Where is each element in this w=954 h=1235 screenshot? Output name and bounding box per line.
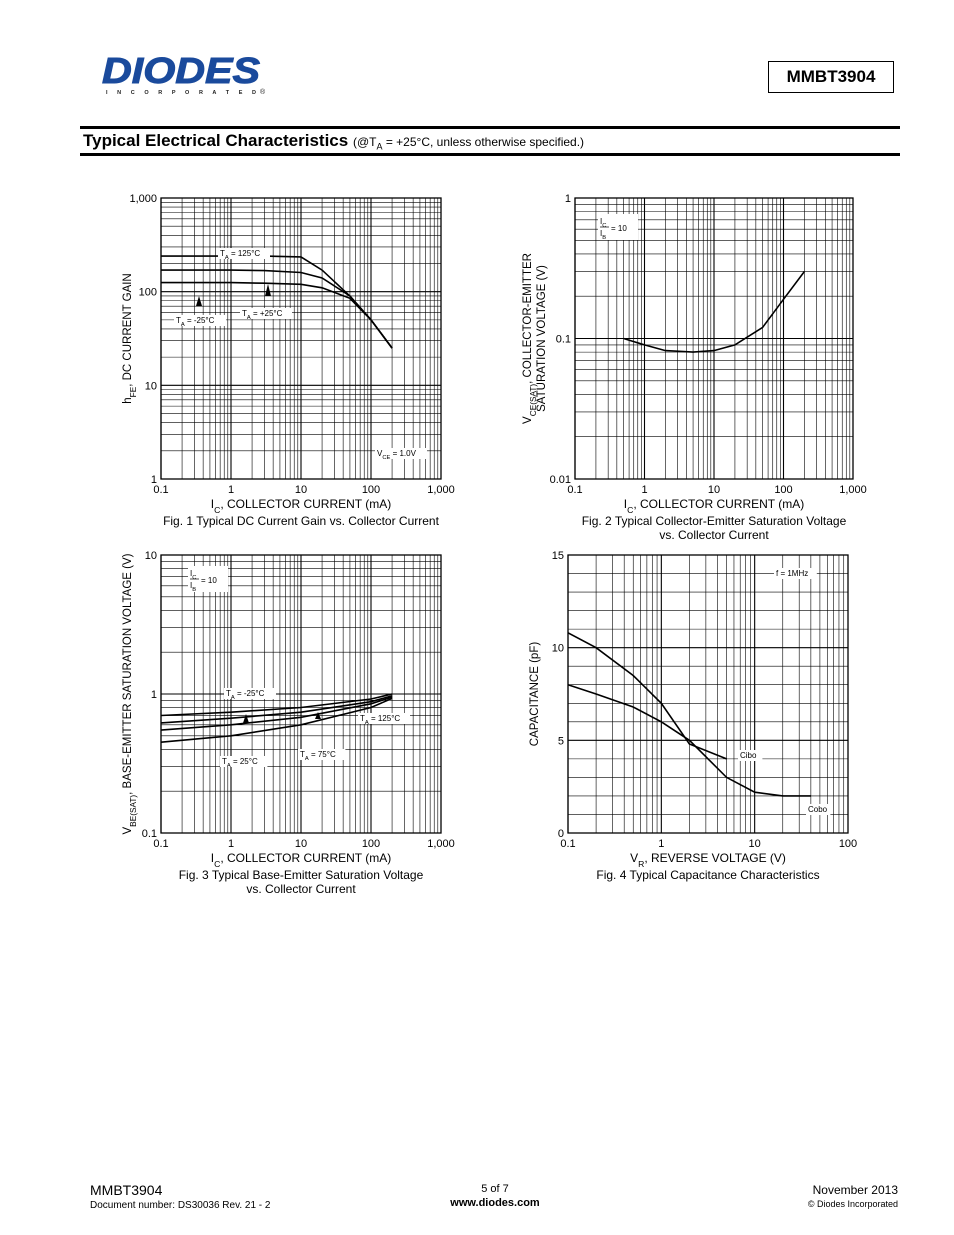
x-tick-label-part: 10: [294, 484, 308, 496]
annotation-text-part: T: [220, 249, 225, 258]
y-tick-label: [556, 334, 571, 346]
annotation-text-part: T: [222, 757, 227, 766]
y-tick-label-part: 100: [138, 286, 157, 299]
fig4-ylabel-part: CAPACITANCE (pF): [529, 641, 541, 747]
fig2-ylabel-line2-part: SATURATION VOLTAGE (V): [536, 265, 548, 412]
x-tick-label: [295, 838, 307, 850]
annotation-text-part: Cobo: [808, 805, 828, 814]
y-tick-label-part: 1: [150, 689, 157, 701]
fig4-xlabel-part: , REVERSE VOLTAGE (V): [644, 851, 786, 865]
fig2-xlabel-part: I: [623, 497, 628, 511]
fig2-chart: [522, 193, 867, 542]
annotation-text-part: = +25°C: [250, 309, 283, 318]
fig1-annotation: [240, 308, 292, 321]
fig4-annotation: [774, 568, 817, 579]
footer-website-link[interactable]: www.diodes.com: [450, 1197, 540, 1209]
fig2-ylabel-line2: [536, 265, 548, 412]
annotation-text-part: = 25°C: [230, 757, 258, 766]
fig3-xlabel-part: C: [214, 859, 221, 869]
annotation-text-part: = -25°C: [184, 316, 215, 325]
y-tick-label-part: 5: [557, 735, 564, 748]
y-tick-label-part: 1,000: [129, 193, 157, 205]
fig1-caption: [163, 514, 440, 528]
x-tick-label: [641, 484, 647, 496]
footer-copyright: © Diodes Incorporated: [807, 1199, 898, 1209]
logo-subtitle: I N C O R P O R A T E D: [106, 90, 256, 96]
y-tick-label: [129, 193, 157, 205]
x-tick-label: [427, 484, 455, 496]
annotation-text-part: = 1.0V: [390, 449, 416, 458]
x-tick-label: [427, 838, 455, 850]
annotation-text-part: T: [242, 309, 247, 318]
fig4-chart: [529, 550, 857, 882]
fig3-annotation: [358, 713, 410, 726]
annotation-value-part: = 10: [611, 224, 627, 233]
fig3-caption-line2-part: vs. Collector Current: [246, 882, 356, 896]
fig4-annotation: [738, 750, 762, 761]
y-tick-label-part: 1: [564, 193, 571, 205]
x-tick-label-part: 100: [838, 838, 858, 850]
fig2-xlabel: [624, 497, 804, 515]
y-tick-label-part: 10: [144, 550, 157, 562]
fig1-xlabel-part: C: [214, 505, 221, 515]
arrow-icon: [265, 284, 271, 296]
y-tick-label-part: 0.1: [141, 828, 157, 840]
x-tick-label: [658, 838, 664, 850]
annotation-denominator-part: B: [602, 235, 607, 241]
fig3-xlabel-part: I: [210, 851, 215, 865]
fig1-caption-part: Fig. 1 Typical DC Current Gain vs. Collector Current: [163, 514, 439, 528]
annotation-text-part: Cibo: [740, 751, 757, 760]
annotation-text-part: V: [377, 449, 383, 458]
x-tick-label: [362, 838, 380, 850]
x-tick-label: [362, 484, 380, 496]
annotation-numerator-part: I: [190, 569, 193, 578]
x-tick-label-part: 100: [361, 838, 381, 850]
annotation-text: [776, 569, 808, 578]
fig1-grid: [161, 198, 441, 479]
x-tick-label-part: 1: [658, 838, 665, 850]
annotation-text-part: A: [180, 322, 185, 328]
x-tick-label-part: 0.1: [153, 484, 169, 496]
x-tick-label-part: 1,000: [839, 484, 867, 496]
fig1-ylabel: [122, 273, 138, 404]
fig1-annotation: [174, 315, 226, 328]
fig1-ylabel-part: FE: [128, 386, 138, 398]
fig4-xlabel: [630, 851, 786, 869]
annotation-text-part: T: [300, 750, 305, 759]
x-tick-label-part: 10: [707, 484, 721, 496]
annotation-text-part: A: [364, 720, 369, 726]
annotation-text-part: T: [226, 689, 231, 698]
fig1-annotation: [375, 448, 427, 461]
fig3-caption-line2: [246, 882, 356, 896]
annotation-denominator-part: B: [192, 587, 197, 593]
x-tick-label-part: 10: [294, 838, 308, 850]
annotation-text-part: A: [246, 315, 251, 321]
fig3-caption-part: Fig. 3 Typical Base-Emitter Saturation Voltage: [178, 868, 424, 882]
fig2-ylabel-part: CE(SAT): [528, 383, 538, 417]
y-tick-label: [552, 643, 564, 655]
section-condition: ($@T_A = +25^\circ C$, unless otherwise specified.): [352, 135, 585, 152]
annotation-denominator-part: I: [600, 229, 603, 238]
y-tick-label: [142, 828, 157, 840]
fig3-ylabel-part: , BASE-EMITTER SATURATION VOLTAGE (V): [122, 553, 134, 795]
fig3-ylabel: [122, 553, 138, 834]
fig2-caption-part: Fig. 2 Typical Collector-Emitter Saturation Voltage: [581, 514, 847, 528]
fig4-caption-part: Fig. 4 Typical Capacitance Characteristics: [596, 868, 820, 882]
x-tick-label: [708, 484, 720, 496]
logo-registered-mark: ®: [260, 89, 266, 96]
footer-part-number: MMBT3904: [90, 1182, 163, 1198]
fig2-annotation: [598, 214, 638, 241]
fig2-grid: [575, 198, 853, 479]
x-tick-label: [749, 838, 761, 850]
annotation-text-part: CE: [382, 455, 391, 461]
annotation-text-part: T: [360, 714, 365, 723]
footer-document-number: Document number: DS30036 Rev. 21 - 2: [90, 1200, 271, 1211]
x-tick-label: [839, 484, 867, 496]
annotation-text: [808, 805, 828, 814]
fig1-ylabel-part: h: [122, 397, 134, 404]
y-tick-label: [151, 689, 157, 701]
y-tick-label-part: 0: [557, 828, 564, 840]
y-tick-label: [139, 287, 157, 299]
y-tick-label: [565, 193, 571, 205]
fig3-grid: [161, 555, 441, 833]
fig3-ylabel-part: V: [122, 826, 134, 835]
fig3-xlabel-part: , COLLECTOR CURRENT (mA): [220, 851, 392, 865]
fig2-caption-line2-part: vs. Collector Current: [659, 528, 769, 542]
part-number-box: MMBT3904: [768, 61, 894, 93]
x-tick-label-part: 0.1: [153, 838, 169, 850]
y-tick-label-part: 0.01: [549, 474, 571, 486]
x-tick-label-part: 1: [227, 838, 235, 850]
fig2-caption-line2: [659, 528, 769, 542]
y-tick-label: [145, 380, 157, 392]
x-tick-label-part: 1,000: [427, 838, 455, 850]
x-tick-label: [839, 838, 857, 850]
y-tick-label-part: 10: [551, 642, 564, 655]
fig4-xlabel-part: V: [630, 851, 639, 865]
x-tick-label-part: 100: [361, 484, 381, 496]
fig3-series-line-1: [161, 694, 392, 716]
annotation-value: [611, 224, 627, 233]
annotation-numerator-part: I: [600, 217, 603, 226]
y-tick-label: [558, 828, 564, 840]
annotation-text-part: A: [226, 763, 231, 769]
fig2-caption: [582, 514, 847, 528]
y-tick-label: [552, 550, 564, 562]
x-tick-label-part: 1: [227, 484, 235, 496]
annotation-value-part: = 10: [201, 576, 217, 585]
fig2-ylabel-part: , COLLECTOR-EMITTER: [522, 253, 534, 384]
x-tick-label-part: 1,000: [427, 484, 455, 496]
annotation-text-part: = 125°C: [228, 249, 261, 258]
annotation-text-part: f = 1MHz: [776, 569, 809, 578]
x-tick-label-part: 100: [774, 484, 793, 496]
y-tick-label: [145, 550, 157, 562]
annotation-text: [740, 751, 757, 760]
x-tick-label-part: 0.1: [560, 838, 576, 850]
fig1-xlabel-part: , COLLECTOR CURRENT (mA): [220, 497, 392, 511]
fig1-chart: [122, 193, 455, 528]
annotation-text-part: A: [304, 756, 309, 762]
annotation-text-part: = 75°C: [308, 750, 336, 759]
x-tick-label: [295, 484, 307, 496]
y-tick-label: [558, 735, 564, 747]
fig1-xlabel: [211, 497, 391, 515]
annotation-denominator-part: I: [190, 581, 193, 590]
fig3-xlabel: [211, 851, 391, 869]
x-tick-label-part: 10: [748, 838, 761, 850]
fig4-grid: [568, 555, 848, 833]
fig3-caption: [179, 868, 424, 882]
fig3-annotation: [188, 566, 228, 593]
x-tick-label: [228, 838, 234, 850]
section-title-text: Typical Electrical Characteristics: [83, 131, 349, 150]
annotation-numerator-part: C: [602, 223, 607, 229]
annotation-numerator-part: C: [192, 575, 197, 581]
y-tick-label-part: 15: [551, 550, 564, 562]
logo-text: DIODES: [102, 50, 260, 91]
footer-date: November 2013: [812, 1183, 898, 1197]
x-tick-label-part: 1: [641, 484, 648, 496]
annotation-text-part: = -25°C: [234, 689, 265, 698]
fig3-annotation: [224, 688, 276, 701]
fig4-caption: [596, 868, 819, 882]
fig3-annotation: [298, 749, 345, 762]
y-tick-label-part: 0.1: [555, 333, 571, 346]
fig2-xlabel-part: C: [627, 505, 634, 515]
fig2-xlabel-part: , COLLECTOR CURRENT (mA): [633, 497, 805, 511]
fig3-ylabel-part: BE(SAT): [128, 794, 138, 827]
annotation-text-part: = 125°C: [368, 714, 401, 723]
fig4-annotation: [806, 804, 830, 815]
fig4-xlabel-part: R: [638, 859, 645, 869]
fig1-xlabel-part: I: [210, 497, 215, 511]
footer-page-number: 5 of 7: [481, 1183, 509, 1195]
fig1-ylabel-part: , DC CURRENT GAIN: [122, 273, 134, 387]
fig4-ylabel: [529, 642, 541, 747]
annotation-text-part: A: [224, 255, 229, 261]
annotation-text-part: T: [176, 316, 181, 325]
x-tick-label: [228, 484, 234, 496]
x-tick-label-part: 0.1: [567, 484, 583, 496]
y-tick-label: [151, 474, 157, 486]
fig3-annotation: [220, 756, 267, 769]
x-tick-label: [774, 484, 792, 496]
annotation-text-part: A: [230, 695, 235, 701]
fig4-frame: [568, 555, 848, 833]
y-tick-label-part: 1: [150, 474, 157, 486]
fig3-chart: [122, 550, 455, 896]
fig2-ylabel-part: V: [522, 416, 534, 424]
y-tick-label-part: 10: [144, 380, 157, 393]
y-tick-label: [550, 474, 571, 486]
annotation-value: [201, 576, 217, 585]
fig1-annotation: [218, 248, 270, 261]
